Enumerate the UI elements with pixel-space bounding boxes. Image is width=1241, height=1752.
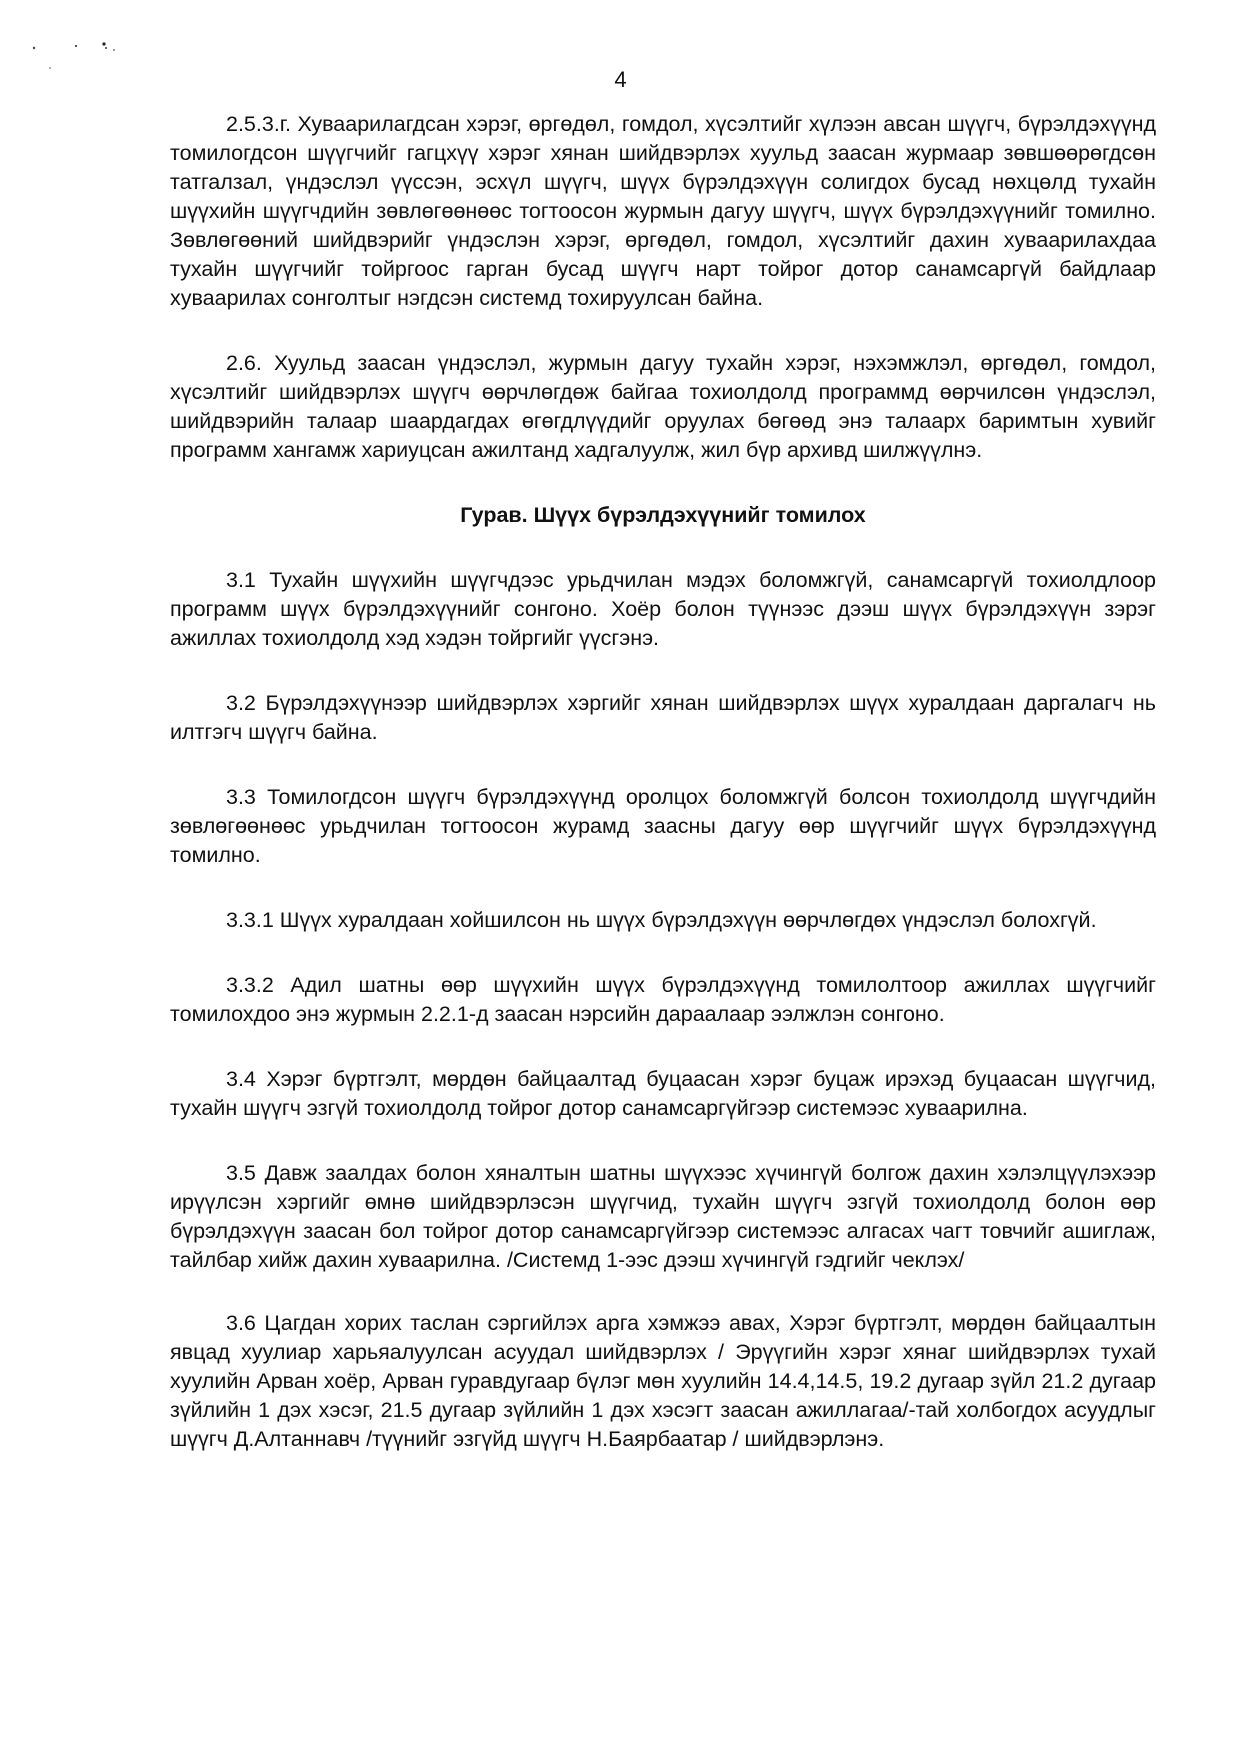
paragraph-2-6: 2.6. Хуульд заасан үндэслэл, журмын дагуу тухайн хэрэг, нэхэмжлэл, өргөдөл, гомдол, хүсэлтийг шийдвэрлэх шүүгч өөрчлөгдөж байгаа тохиолдолд программд өөрчилсөн үндэслэл, шийдвэрийн талаар шаардагдах өгөгдлүүдийг оруулах бөгөөд энэ талаарх баримтын хувийг программ хангамж хариуцсан ажилтанд хадгалуулж, жил бүр архивд шилжүүлнэ. xyxy=(170,351,1156,462)
paragraph-3-3: 3.3 Томилогдсон шүүгч бүрэлдэхүүнд оролцох боломжгүй болсон тохиолдолд шүүгчдийн зөвлөгөөнөөс урьдчилан тогтоосон журамд заасны дагуу өөр шүүгчийг шүүх бүрэлдэхүүнд томилно. xyxy=(170,785,1156,867)
page-number: 4 xyxy=(614,67,627,92)
document-body xyxy=(170,110,1156,1490)
paragraph-3-2: 3.2 Бүрэлдэхүүнээр шийдвэрлэх хэргийг хянан шийдвэрлэх шүүх хуралдаан даргалагч нь илтгэгч шүүгч байна. xyxy=(170,691,1156,744)
paragraph-3-6: 3.6 Цагдан хорих таслан сэргийлэх арга хэмжээ авах, Хэрэг бүртгэлт, мөрдөн байцаалтын явцад хуулиар харьяалуулсан асуудал шийдвэрлэх / Эрүүгийн хэрэг хянаг шийдвэрлэх тухай хуулийн Арван хоёр, Арван гуравдугаар бүлэг мөн хуулийн 14.4,14.5, 19.2 дугаар зүйл 21.2 дугаар зүйлийн 1 дэх хэсэг, 21.5 дугаар зүйлийн 1 дэх хэсэгт заасан ажиллагаа/-тай холбогдох асуудлыг шүүгч Д.Алтаннавч /түүнийг эзгүйд шүүгч Н.Баярбаатар / шийдвэрлэнэ. xyxy=(170,1311,1156,1451)
section-heading: Гурав. Шүүх бүрэлдэхүүнийг томилох xyxy=(460,503,866,527)
paragraph-3-1: 3.1 Тухайн шүүхийн шүүгчдээс урьдчилан мэдэх боломжгүй, санамсаргүй тохиолдлоор программ шүүх бүрэлдэхүүнийг сонгоно. Хоёр болон түүнээс дээш шүүх бүрэлдэхүүн зэрэг ажиллах тохиолдолд хэд хэдэн тойргийг үүсгэнэ. xyxy=(170,568,1156,650)
paragraph-3-3-2: 3.3.2 Адил шатны өөр шүүхийн шүүх бүрэлдэхүүнд томилолтоор ажиллах шүүгчийг томилохдоо энэ журмын 2.2.1-д заасан нэрсийн дараалаар ээлжлэн сонгоно. xyxy=(170,973,1156,1026)
paragraph-3-4: 3.4 Хэрэг бүртгэлт, мөрдөн байцаалтад буцаасан хэрэг буцаж ирэхэд буцаасан шүүгчид, тухайн шүүгч эзгүй тохиолдолд тойрог дотор санамсаргүйгээр системээс хуваарилна. xyxy=(170,1067,1156,1120)
paragraph-2-5-3-g: 2.5.3.г. Хуваарилагдсан хэрэг, өргөдөл, гомдол, хүсэлтийг хүлээн авсан шүүгч, бүрэлдэхүүнд томилогдсон шүүгчийг гагцхүү хэрэг хянан шийдвэрлэх хуульд заасан журмаар зөвшөөрөгдсөн татгалзал, үндэслэл үүссэн, эсхүл шүүгч, шүүх бүрэлдэхүүн солигдох бусад нөхцөлд тухайн шүүхийн шүүгчдийн зөвлөгөөнөөс тогтоосон журмын дагуу шүүгч, шүүх бүрэлдэхүүнийг томилно. Зөвлөгөөний шийдвэрийг үндэслэн хэрэг, өргөдөл, гомдол, хүсэлтийг дахин хуваарилахдаа тухайн шүүгчийг тойргоос гарган бусад шүүгч нарт тойрог дотор санамсаргүй байдлаар хуваарилах сонголтыг нэгдсэн системд тохируулсан байна. xyxy=(170,112,1156,310)
paragraph-3-3-1: 3.3.1 Шүүх хуралдаан хойшилсон нь шүүх бүрэлдэхүүн өөрчлөгдөх үндэслэл болохгүй. xyxy=(226,908,1097,932)
paragraph-3-5: 3.5 Давж заалдах болон хяналтын шатны шүүхээс хүчингүй болгож дахин хэлэлцүүлэхээр ирүүлсэн хэргийг өмнө шийдвэрлэсэн шүүгчид, тухайн шүүгч эзгүй тохиолдолд болон өөр бүрэлдэхүүн заасан бол тойрог дотор санамсаргүйгээр системээс алгасах чагт товчийг ашиглаж, тайлбар хийж дахин хуваарилна. /Системд 1-ээс дээш хүчингүй гэдгийг чеклэх/ xyxy=(170,1161,1156,1272)
